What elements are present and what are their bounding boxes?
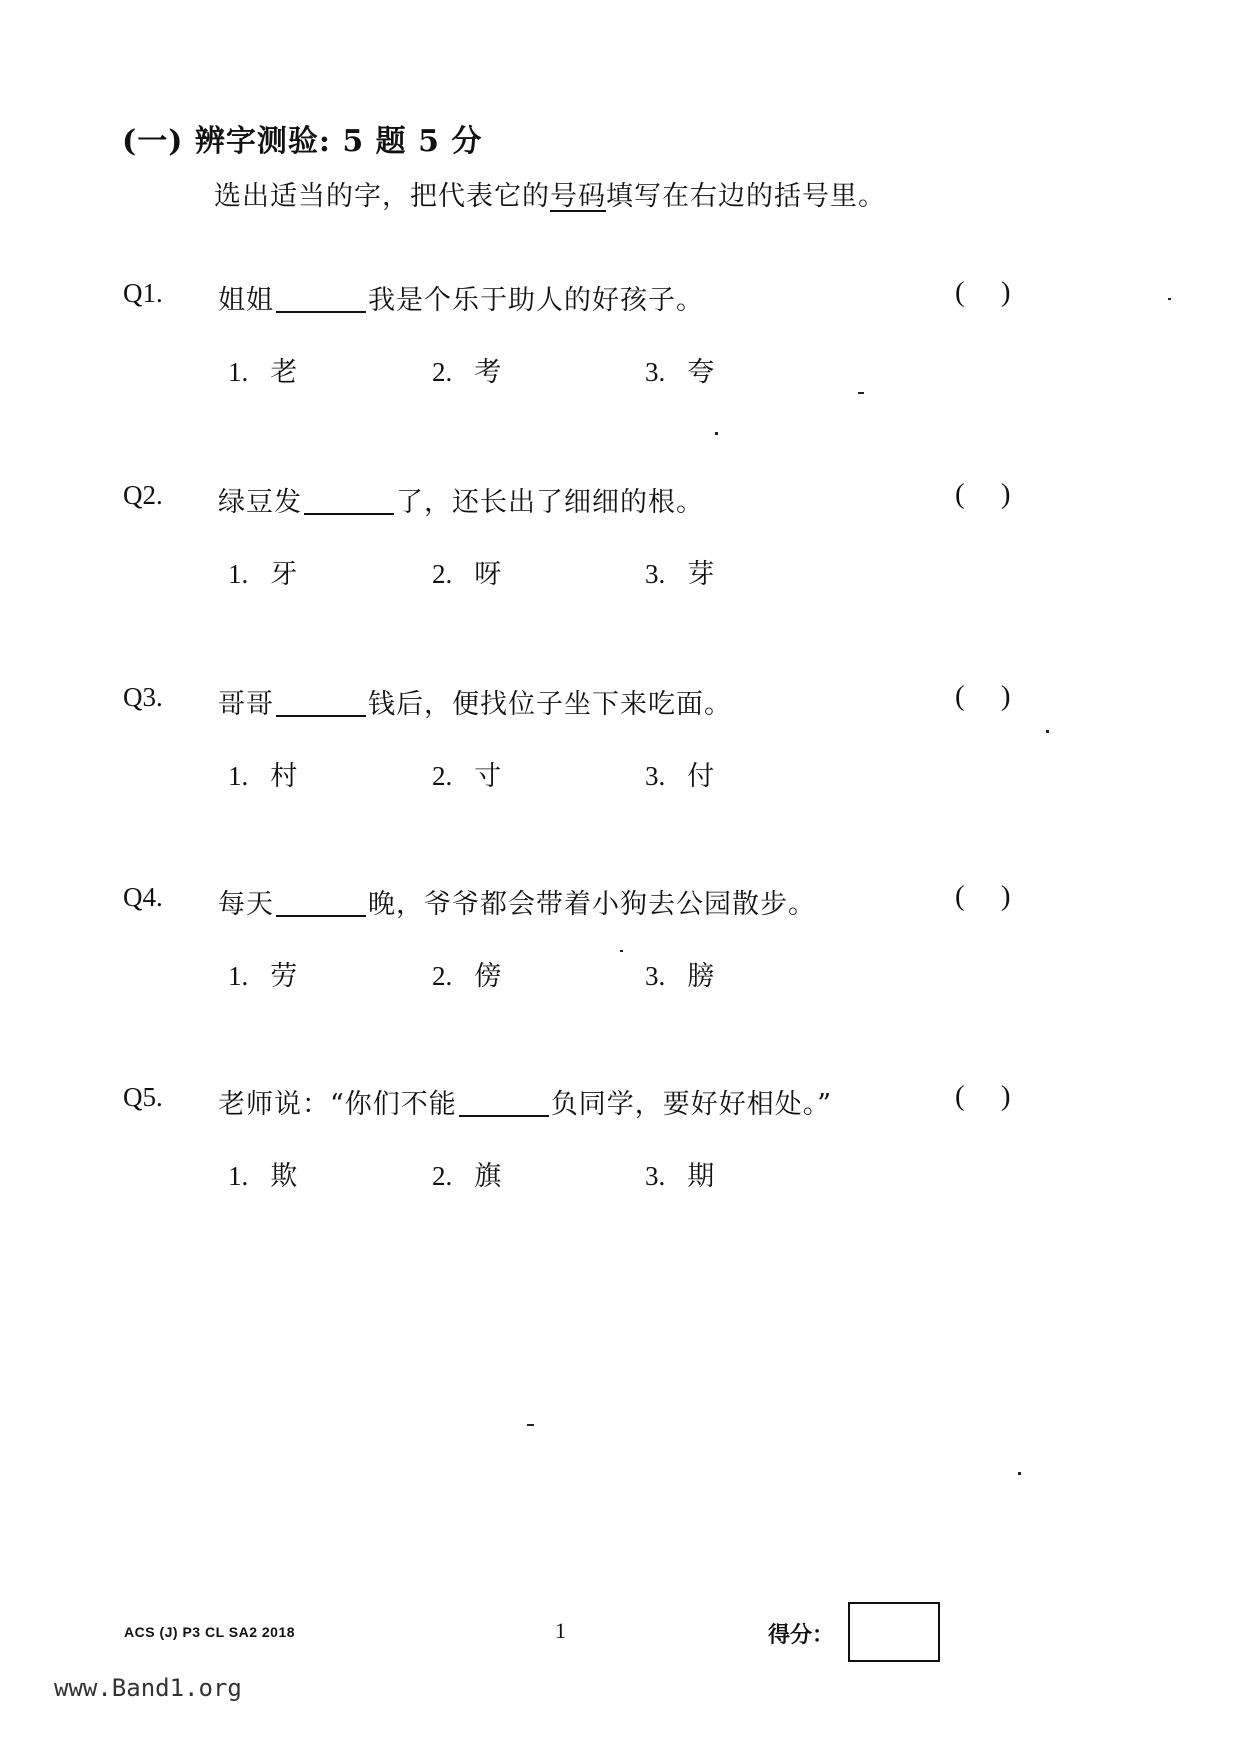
exam-code: ACS (J) P3 CL SA2 2018 (124, 1624, 296, 1640)
answer-blank[interactable] (459, 1089, 549, 1117)
option-1 (228, 552, 297, 591)
answer-parentheses[interactable]: ( ) (955, 880, 1011, 912)
answer-parentheses[interactable]: ( ) (955, 1080, 1011, 1112)
question-text-after: 我是个乐于助人的好孩子。 (368, 285, 704, 316)
option-char: 劳 (270, 961, 298, 992)
question-1 (0, 278, 1239, 448)
option-1 (228, 954, 297, 993)
scan-speck (620, 950, 623, 952)
question-text-after: 钱后，便找位子坐下来吃面。 (368, 689, 732, 720)
question-3 (0, 682, 1239, 852)
option-char: 考 (474, 357, 502, 388)
option-3 (645, 350, 714, 389)
scan-speck (1168, 298, 1171, 300)
question-number: Q4. (123, 882, 163, 912)
scan-speck (527, 1424, 534, 1426)
option-2 (432, 754, 501, 793)
option-char: 膀 (687, 961, 715, 992)
score-label: 得分： (768, 1622, 835, 1648)
option-char: 牙 (270, 559, 298, 590)
answer-blank[interactable] (276, 689, 366, 717)
question-text (218, 1082, 832, 1121)
instruction (214, 174, 886, 213)
option-number: 1. (228, 761, 249, 791)
option-2 (432, 552, 501, 591)
option-char: 期 (687, 1161, 715, 1192)
question-text (218, 480, 704, 519)
answer-blank[interactable] (276, 285, 366, 313)
option-number: 3. (645, 559, 666, 589)
options-row (0, 754, 1239, 794)
option-3 (645, 954, 714, 993)
question-number: Q1. (123, 278, 163, 308)
option-3 (645, 754, 714, 793)
scan-speck (858, 392, 864, 394)
instruction-underlined: 号码 (550, 181, 606, 212)
options-row (0, 1154, 1239, 1194)
question-text-before: 绿豆发 (218, 487, 302, 518)
option-number: 3. (645, 357, 666, 387)
answer-parentheses[interactable]: ( ) (955, 478, 1011, 510)
question-5 (0, 1082, 1239, 1252)
question-text (218, 278, 704, 317)
instruction-before: 选出适当的字，把代表它的 (214, 181, 550, 212)
options-row (0, 350, 1239, 390)
scan-speck (1018, 1472, 1021, 1475)
option-number: 3. (645, 961, 666, 991)
question-text-before: 哥哥 (218, 689, 274, 720)
option-1 (228, 754, 297, 793)
option-number: 1. (228, 961, 249, 991)
answer-parentheses[interactable]: ( ) (955, 680, 1011, 712)
option-char: 村 (270, 761, 298, 792)
option-char: 老 (270, 357, 298, 388)
options-row (0, 954, 1239, 994)
option-number: 1. (228, 357, 249, 387)
option-1 (228, 1154, 297, 1193)
question-text-after: 晚，爷爷都会带着小狗去公园散步。 (368, 889, 816, 920)
option-1 (228, 350, 297, 389)
question-text (218, 882, 816, 921)
question-number: Q3. (123, 682, 163, 712)
question-2 (0, 480, 1239, 650)
answer-blank[interactable] (304, 487, 394, 515)
answer-blank[interactable] (276, 889, 366, 917)
question-text-before: 老师说：“你们不能 (218, 1089, 457, 1120)
question-number: Q5. (123, 1082, 163, 1112)
option-2 (432, 1154, 501, 1193)
option-2 (432, 954, 501, 993)
question-text (218, 682, 732, 721)
section-title: (一) 辨字测验: 5 题 5 分 (122, 124, 483, 159)
option-char: 寸 (474, 761, 502, 792)
answer-parentheses[interactable]: ( ) (955, 276, 1011, 308)
score-box[interactable] (848, 1602, 940, 1662)
option-number: 3. (645, 761, 666, 791)
option-3 (645, 1154, 714, 1193)
question-text-before: 姐姐 (218, 285, 274, 316)
option-char: 旗 (474, 1161, 502, 1192)
page-number: 1 (555, 1618, 566, 1643)
scan-speck (715, 432, 718, 435)
option-char: 欺 (270, 1161, 298, 1192)
option-number: 2. (432, 357, 453, 387)
option-3 (645, 552, 714, 591)
option-char: 傍 (474, 961, 502, 992)
option-2 (432, 350, 501, 389)
question-number: Q2. (123, 480, 163, 510)
option-number: 1. (228, 559, 249, 589)
option-char: 呀 (474, 559, 502, 590)
option-number: 3. (645, 1161, 666, 1191)
question-text-before: 每天 (218, 889, 274, 920)
option-char: 夸 (687, 357, 715, 388)
option-number: 2. (432, 761, 453, 791)
option-number: 2. (432, 1161, 453, 1191)
option-number: 2. (432, 559, 453, 589)
question-text-after: 了，还长出了细细的根。 (396, 487, 704, 518)
scan-speck (1046, 730, 1049, 733)
question-text-after: 负同学，要好好相处。” (550, 1089, 833, 1120)
option-char: 芽 (687, 559, 715, 590)
options-row (0, 552, 1239, 592)
option-char: 付 (687, 761, 715, 792)
watermark: www.Band1.org (54, 1674, 242, 1702)
option-number: 2. (432, 961, 453, 991)
question-4 (0, 882, 1239, 1052)
option-number: 1. (228, 1161, 249, 1191)
instruction-after: 填写在右边的括号里。 (606, 181, 886, 212)
